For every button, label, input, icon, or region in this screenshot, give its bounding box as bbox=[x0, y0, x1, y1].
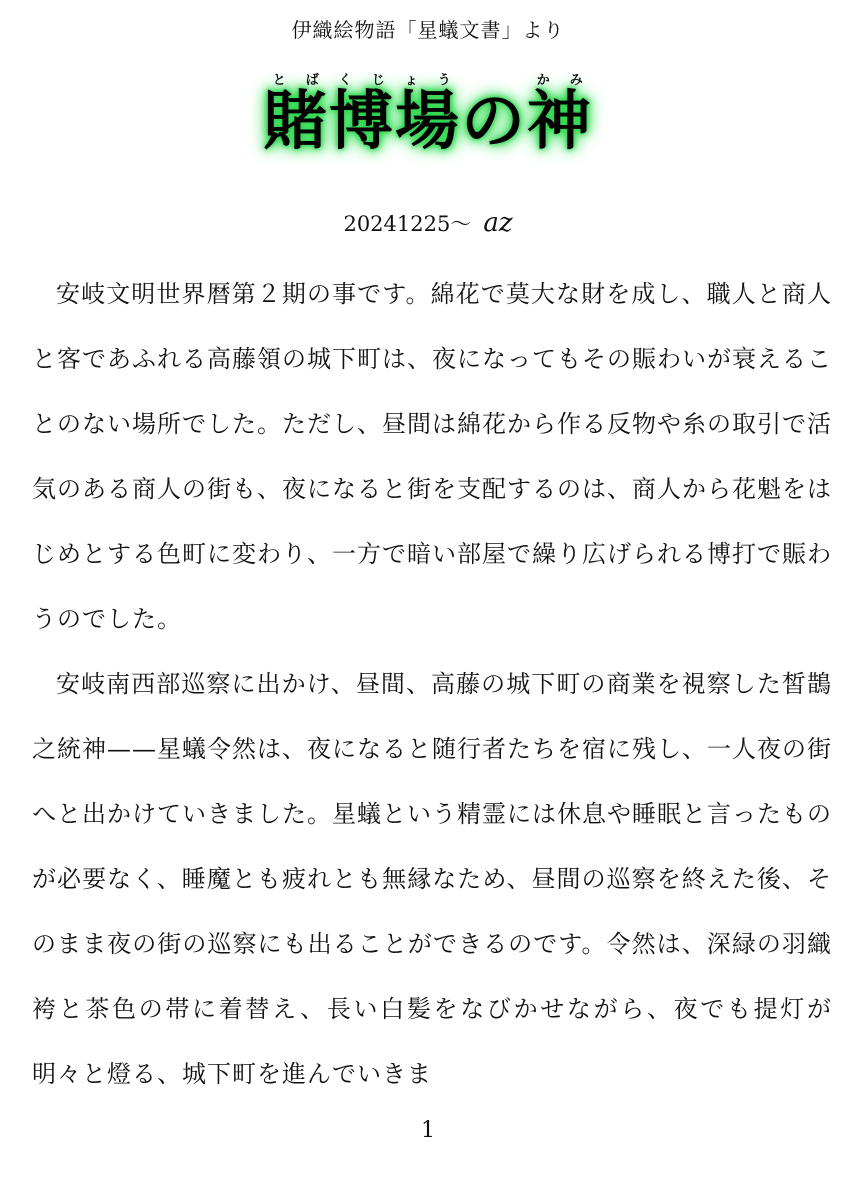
story-title: 賭博場とばくじょうの神かみ bbox=[263, 73, 593, 159]
paragraph: 安岐南西部巡察に出かけ、昼間、高藤の城下町の商業を視察した皙鵲之統神——星蟻令然は、夜になると随行者たちを宿に残し、一人夜の街へと出かけていきました。星蟻という精霊には休息や睡眠と言ったものが必要なく、睡魔とも疲れとも無縁なため、昼間の巡察を終えた後、そのまま夜の街の巡察にも出ることができるのです。令然は、深緑の羽織袴と茶色の帯に着替え、長い白髪をなびかせながら、夜でも提灯が明々と燈る、城下町を進んでいきま bbox=[32, 670, 832, 1088]
story-body bbox=[32, 262, 832, 1107]
title-ruby-kami: 神かみ bbox=[527, 73, 593, 159]
title-ruby-tobakujou: 賭博場とばくじょう bbox=[263, 73, 461, 159]
source-subtitle: 伊織絵物語「星蟻文書」より bbox=[291, 18, 565, 42]
author-signature: az bbox=[483, 208, 513, 238]
page-number: 1 bbox=[421, 1118, 435, 1143]
date-author-line bbox=[0, 208, 856, 238]
paragraph: 安岐文明世界暦第２期の事です。綿花で莫大な財を成し、職人と商人と客であふれる高藤領の城下町は、夜になってもその賑わいが衰えることのない場所でした。ただし、昼間は綿花から作る反物や糸の取引で活気のある商人の街も、夜になると街を支配するのは、商人から花魁をはじめとする色町に変わり、一方で暗い部屋で繰り広げられる博打で賑わうのでした。 bbox=[32, 280, 832, 633]
date-text: 20241225〜 bbox=[343, 212, 472, 236]
